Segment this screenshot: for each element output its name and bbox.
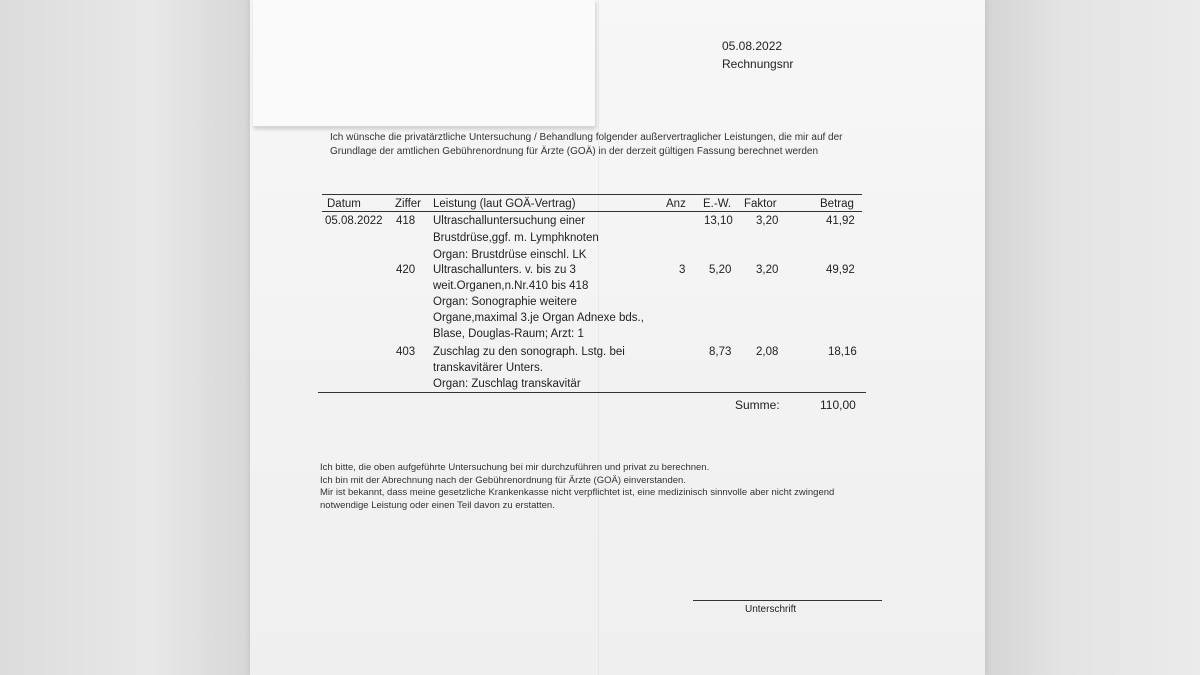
cell-leistung-line: Zuschlag zu den sonograph. Lstg. bei [433,346,625,358]
intro-text: Ich wünsche die privatärztliche Untersuchung / Behandlung folgender außervertraglicher Leistungen, die mir auf der Grundlage der amtlichen Gebührenordnung für Ärzte (GOÄ) in der derzeit gültigen Fassung berechnet werden [330,132,843,157]
signature-label: Unterschrift [745,604,797,615]
col-header-ew: E.-W. [703,198,732,210]
total-label: Summe: [735,398,780,412]
cell-leistung-line: Ultraschalluntersuchung einer [433,215,586,227]
col-header-anz: Anz [666,198,686,210]
col-header-betrag: Betrag [820,198,854,210]
table-bottom-rule [318,392,866,393]
background-left [0,0,255,675]
cell-ziffer: 403 [396,346,416,358]
cell-leistung-line: Ultraschallunters. v. bis zu 3 [433,264,576,276]
signature-line [693,600,882,601]
background-right [975,0,1200,675]
cell-leistung-line: Organ: Brustdrüse einschl. LK [433,249,587,261]
col-header-faktor: Faktor [744,198,777,210]
cell-anz: 3 [679,264,686,276]
folded-paper-flap [253,0,595,127]
col-header-ziffer: Ziffer [395,198,421,210]
consent-line: Ich bin mit der Abrechnung nach der Gebührenordnung für Ärzte (GOÄ) einverstanden. [320,474,686,486]
cell-leistung-line: Organ: Sonographie weitere [433,296,577,308]
document-date: 05.08.2022 [722,39,783,53]
col-header-datum: Datum [327,198,361,210]
cell-leistung-line: transkavitärer Unters. [433,362,543,374]
total-value: 110,00 [820,398,856,412]
table-header-rule [322,211,862,212]
cell-ziffer: 418 [396,215,416,227]
cell-betrag: 41,92 [826,215,855,227]
cell-leistung-line: Organe,maximal 3.je Organ Adnexe bds., [433,312,644,324]
table-top-rule [322,194,862,195]
cell-ziffer: 420 [396,264,416,276]
consent-text [320,462,880,512]
paper-fold [598,0,599,675]
cell-leistung-line: Blase, Douglas-Raum; Arzt: 1 [433,328,584,340]
cell-faktor: 2,08 [756,346,779,358]
cell-ew: 5,20 [709,264,732,276]
cell-ew: 13,10 [704,215,733,227]
consent-line: Mir ist bekannt, dass meine gesetzliche Krankenkasse nicht verpflichtet ist, eine medizinisch sinnvolle aber nicht zwingend notwendige Leistung oder einen Teil davon zu erstatten. [320,487,835,511]
consent-line: Ich bitte, die oben aufgeführte Untersuchung bei mir durchzuführen und privat zu berechnen. [320,462,710,473]
cell-leistung-line: Organ: Zuschlag transkavitär [433,378,581,390]
col-header-leistung: Leistung (laut GOÄ-Vertrag) [433,198,576,210]
cell-datum: 05.08.2022 [325,215,383,227]
cell-leistung-line: Brustdrüse,ggf. m. Lymphknoten [433,232,599,244]
cell-ew: 8,73 [709,346,732,358]
cell-betrag: 18,16 [828,346,857,358]
cell-faktor: 3,20 [756,264,779,276]
cell-leistung-line: weit.Organen,n.Nr.410 bis 418 [433,280,589,292]
cell-faktor: 3,20 [756,215,779,227]
cell-betrag: 49,92 [826,264,855,276]
invoice-number-label: Rechnungsnr [722,57,794,71]
